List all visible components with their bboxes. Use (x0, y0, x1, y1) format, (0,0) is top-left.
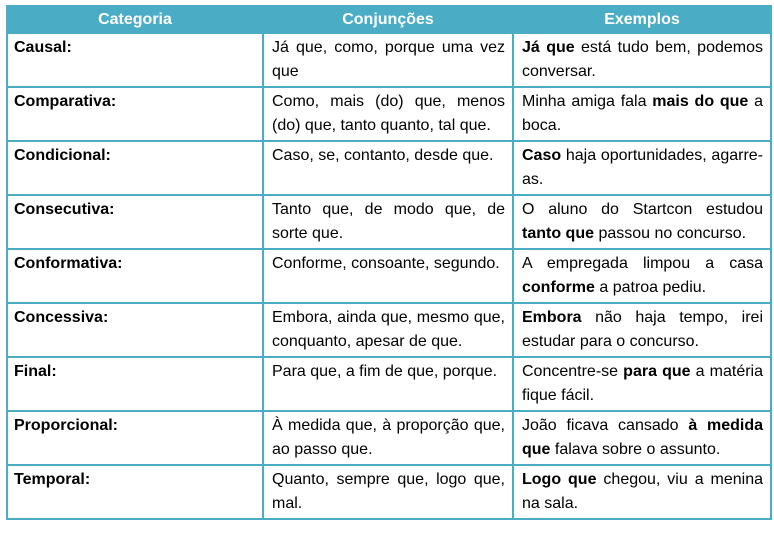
example-text: a patroa pediu. (594, 279, 707, 296)
example-text: a matéria fique fácil. (522, 363, 764, 404)
table-row (7, 87, 771, 141)
example-highlight: para que (623, 363, 691, 380)
table-row (7, 249, 771, 303)
example-highlight: Caso (522, 147, 562, 164)
category-cell: Consecutiva: (7, 195, 263, 249)
example-text: A empregada limpou a casa (522, 255, 763, 272)
example-cell (513, 303, 771, 357)
example-text: O aluno do Startcon estudou (522, 201, 763, 218)
example-text: passou no concurso. (594, 225, 747, 242)
category-cell: Conformativa: (7, 249, 263, 303)
example-text: Minha amiga fala (522, 93, 653, 110)
category-cell: Final: (7, 357, 263, 411)
example-highlight: Já que (522, 39, 575, 56)
table-row (7, 303, 771, 357)
header-row (7, 6, 771, 33)
category-cell: Concessiva: (7, 303, 263, 357)
table-row (7, 141, 771, 195)
conjunctions-cell: Como, mais (do) que, menos (do) que, tanto quanto, tal que. (263, 87, 513, 141)
example-highlight: à medida que (522, 417, 763, 458)
category-cell: Causal: (7, 33, 263, 87)
example-cell (513, 33, 771, 87)
example-cell (513, 195, 771, 249)
header-conjuncoes: Conjunções (263, 6, 513, 33)
conjunctions-cell: Quanto, sempre que, logo que, mal. (263, 465, 513, 519)
example-text: está tudo bem, podemos conversar. (522, 39, 763, 80)
table-row (7, 33, 771, 87)
conjunctions-cell: Caso, se, contanto, desde que. (263, 141, 513, 195)
example-cell (513, 465, 771, 519)
conjunctions-cell: Conforme, consoante, segundo. (263, 249, 513, 303)
example-text: João ficava cansado (522, 417, 689, 434)
example-text: haja oportunidades, agarre-as. (522, 147, 763, 188)
example-text: não haja tempo, irei estudar para o concurso. (522, 309, 763, 350)
example-text: chegou, viu a menina na sala. (522, 471, 764, 512)
conjunctions-table (6, 5, 772, 520)
example-cell (513, 411, 771, 465)
example-text: a boca. (522, 93, 764, 134)
conjunctions-cell: Embora, ainda que, mesmo que, conquanto, apesar de que. (263, 303, 513, 357)
example-text: Concentre-se (522, 363, 624, 380)
category-cell: Temporal: (7, 465, 263, 519)
table-row (7, 195, 771, 249)
table-row (7, 465, 771, 519)
table-row (7, 411, 771, 465)
example-cell (513, 357, 771, 411)
category-cell: Comparativa: (7, 87, 263, 141)
conjunctions-cell: Para que, a fim de que, porque. (263, 357, 513, 411)
header-categoria: Categoria (7, 6, 263, 33)
category-cell: Proporcional: (7, 411, 263, 465)
example-cell (513, 141, 771, 195)
example-highlight: tanto que (522, 225, 594, 242)
example-highlight: mais do que (652, 93, 749, 110)
conjunctions-cell: Tanto que, de modo que, de sorte que. (263, 195, 513, 249)
example-text: falava sobre o assunto. (550, 441, 721, 458)
header-exemplos: Exemplos (513, 6, 771, 33)
example-highlight: Logo que (522, 471, 597, 488)
example-cell (513, 87, 771, 141)
category-cell: Condicional: (7, 141, 263, 195)
example-highlight: Embora (522, 309, 582, 326)
table-row (7, 357, 771, 411)
example-highlight: conforme (522, 279, 595, 296)
example-cell (513, 249, 771, 303)
conjunctions-cell: À medida que, à proporção que, ao passo que. (263, 411, 513, 465)
conjunctions-cell: Já que, como, porque uma vez que (263, 33, 513, 87)
